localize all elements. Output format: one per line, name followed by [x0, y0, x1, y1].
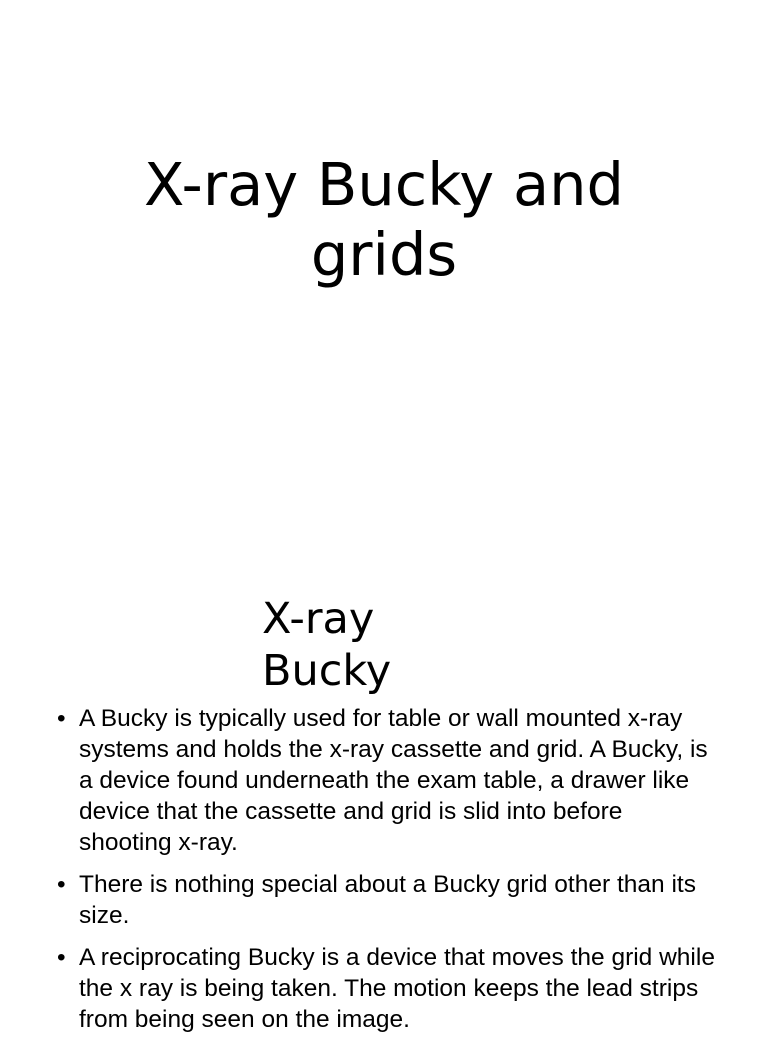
bullet-list [57, 703, 717, 1046]
bullet-item [57, 703, 717, 858]
bullet-dot-icon: • [57, 871, 66, 898]
slide-title-line-2: grids [310, 220, 458, 289]
section-heading-line-1: X-ray [262, 594, 375, 644]
slide-title [0, 150, 768, 290]
bullet-text: A reciprocating Bucky is a device that moves the grid while the x ray is being taken. The motion keeps the lead strips from being seen on the image. [79, 944, 715, 1033]
bullet-text: A Bucky is typically used for table or wall mounted x-ray systems and holds the x-ray cassette and grid. A Bucky, is a device found underneath the exam table, a drawer like device that the cassette and grid is slid into before shooting x-ray. [79, 705, 708, 856]
section-heading [262, 593, 391, 697]
bullet-dot-icon: • [57, 705, 66, 732]
bullet-item [57, 942, 717, 1035]
slide-title-line-1: X-ray Bucky and [144, 150, 624, 219]
section-heading-line-2: Bucky [262, 646, 392, 696]
bullet-text: There is nothing special about a Bucky grid other than its size. [79, 871, 696, 929]
bullet-dot-icon: • [57, 944, 66, 971]
bullet-item [57, 869, 717, 931]
